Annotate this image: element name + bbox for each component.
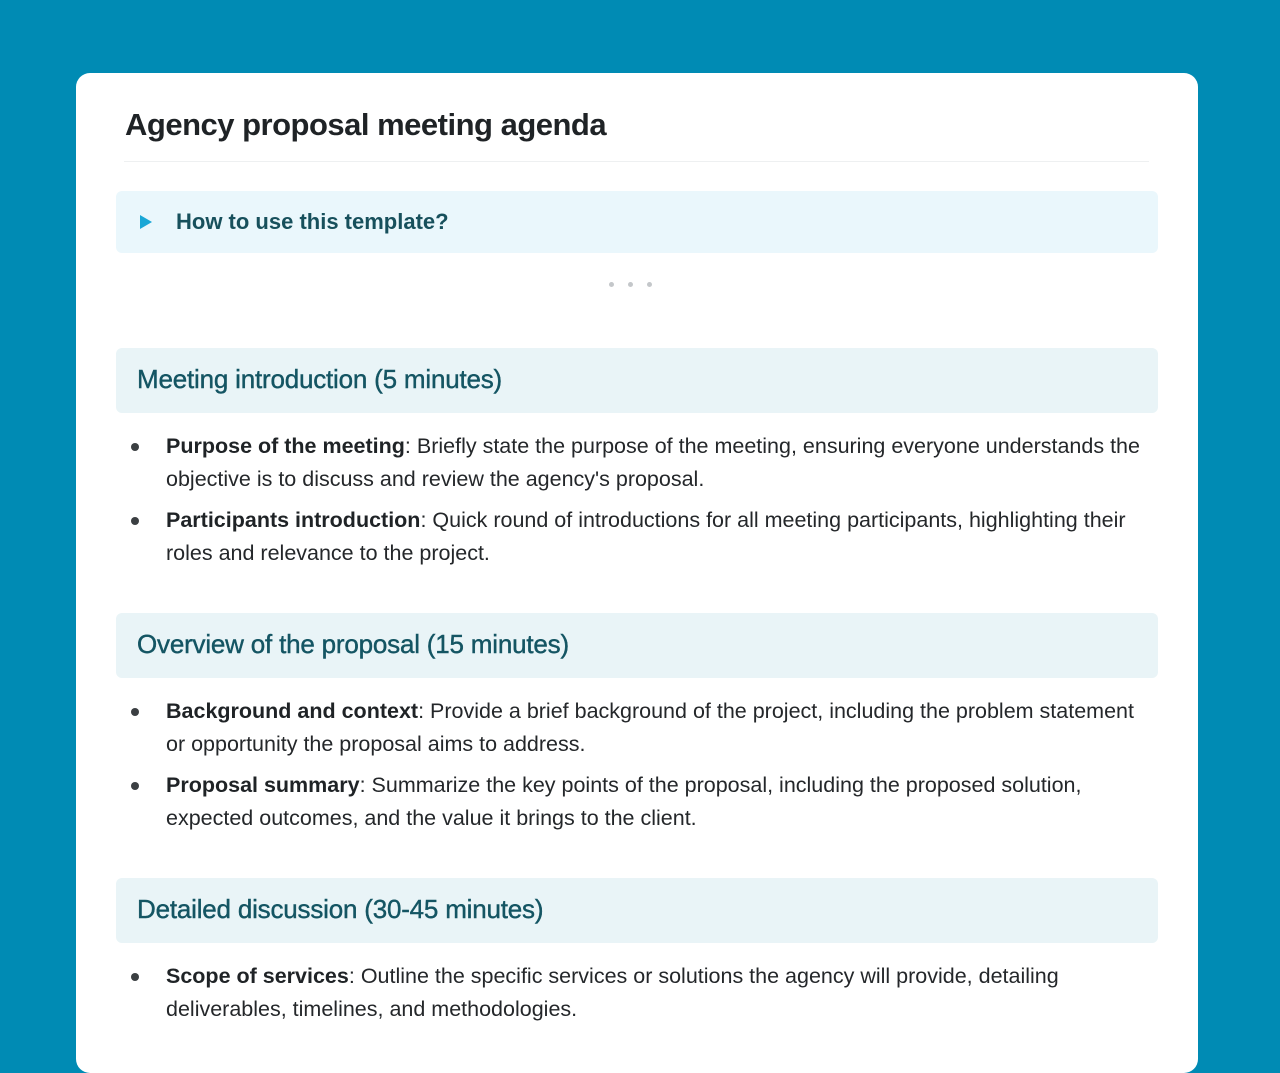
bullet-icon xyxy=(131,708,139,716)
bullet-list xyxy=(116,960,1158,1034)
dot xyxy=(628,282,633,287)
list-item xyxy=(116,695,1156,761)
list-item xyxy=(116,430,1156,496)
section-header xyxy=(116,613,1158,678)
section-header xyxy=(116,878,1158,943)
section-heading: Meeting introduction (5 minutes) xyxy=(137,364,503,394)
item-text: Briefly state the purpose of the meeting, ensuring everyone understands the objective is to discuss and review the agency's proposal. xyxy=(166,434,1140,491)
bullet-icon xyxy=(131,443,139,451)
item-separator: : xyxy=(359,773,372,797)
document-card xyxy=(76,73,1198,1073)
section-overview-of-proposal xyxy=(116,613,1158,830)
dot xyxy=(609,282,614,287)
how-to-use-expand-toggle[interactable] xyxy=(116,191,1158,253)
bullet-list xyxy=(116,695,1158,843)
item-text: Outline the specific services or solutions the agency will provide, detailing deliverables, timelines, and methodologies. xyxy=(166,964,1059,1021)
item-separator: : xyxy=(404,434,417,458)
item-term: Participants introduction xyxy=(166,508,421,532)
expand-label: How to use this template? xyxy=(176,209,449,234)
list-item xyxy=(116,504,1156,570)
item-text: Provide a brief background of the project, including the problem statement or opportunity the proposal aims to address. xyxy=(166,699,1134,756)
bullet-icon xyxy=(131,517,139,525)
item-text: Quick round of introductions for all meeting participants, highlighting their roles and relevance to the project. xyxy=(166,508,1126,565)
ellipsis-icon xyxy=(609,282,652,287)
item-term: Scope of services xyxy=(166,964,349,988)
title-divider xyxy=(124,161,1149,162)
dot xyxy=(647,282,652,287)
section-heading: Detailed discussion (30-45 minutes) xyxy=(137,894,544,924)
section-header xyxy=(116,348,1158,413)
bullet-icon xyxy=(131,973,139,981)
section-meeting-introduction xyxy=(116,348,1158,565)
bullet-icon xyxy=(131,782,139,790)
bullet-list xyxy=(116,430,1158,578)
item-term: Proposal summary xyxy=(166,773,360,797)
section-detailed-discussion xyxy=(116,878,1158,1021)
item-text: Summarize the key points of the proposal, including the proposed solution, expected outcomes, and the value it brings to the client. xyxy=(166,773,1082,830)
triangle-right-icon xyxy=(140,215,152,229)
section-heading: Overview of the proposal (15 minutes) xyxy=(137,629,569,659)
list-item xyxy=(116,769,1156,835)
page-title: Agency proposal meeting agenda xyxy=(125,107,607,142)
item-separator: : xyxy=(348,964,361,988)
item-separator: : xyxy=(418,699,431,723)
item-term: Background and context xyxy=(166,699,419,723)
item-term: Purpose of the meeting xyxy=(166,434,405,458)
list-item xyxy=(116,960,1156,1026)
item-separator: : xyxy=(420,508,433,532)
